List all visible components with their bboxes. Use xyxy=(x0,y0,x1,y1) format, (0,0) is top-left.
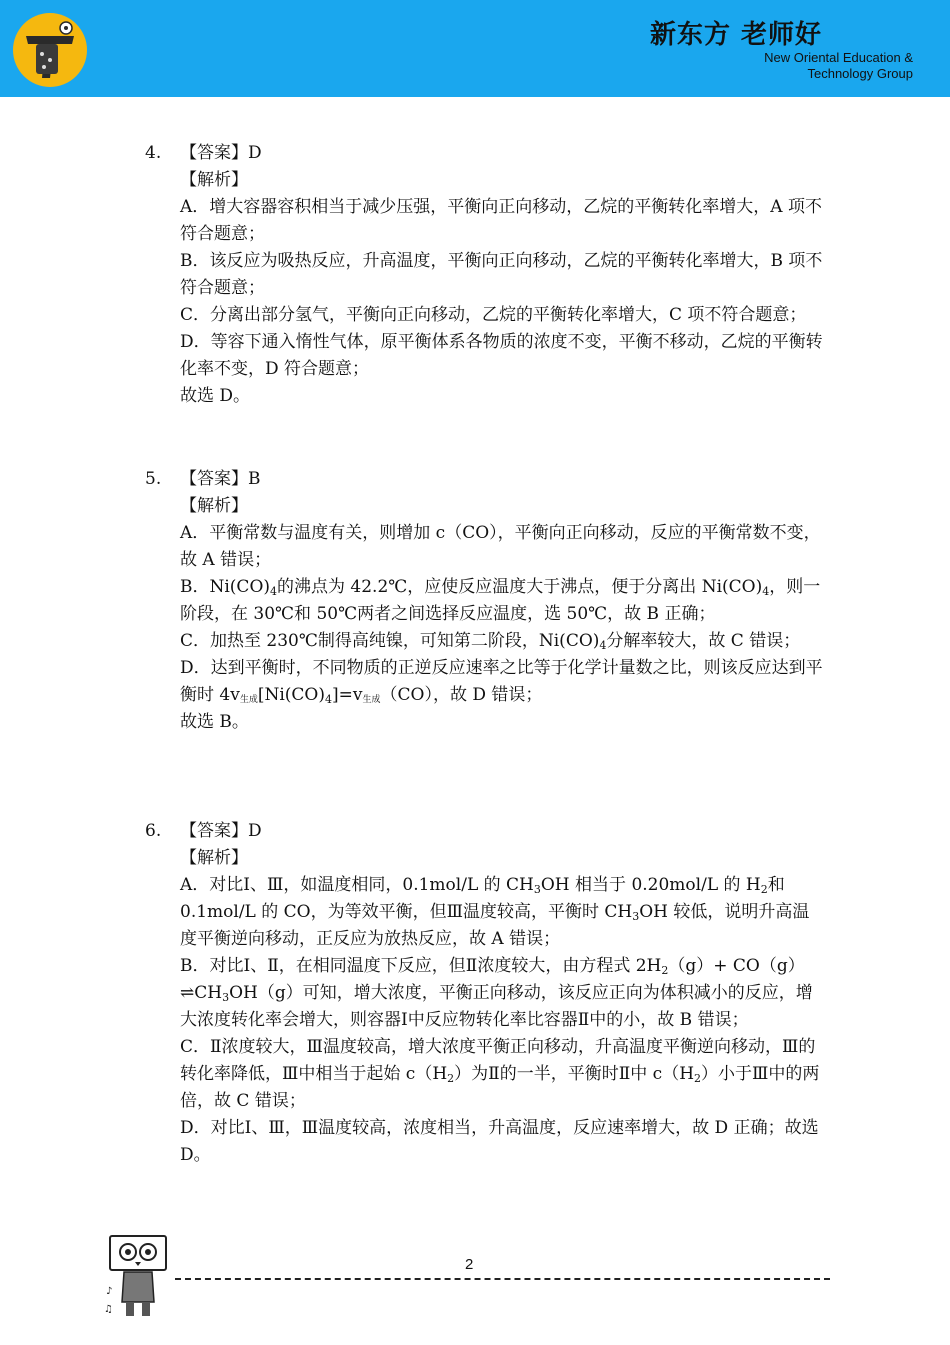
option-d-explanation: D．对比Ⅰ、Ⅲ，Ⅲ温度较高，浓度相当，升高温度，反应速率增大，故 D 正确；故选 D。 xyxy=(180,1118,819,1165)
logo-icon xyxy=(12,12,88,88)
option-c-explanation: C．分离出部分氢气，平衡向正向移动，乙烷的平衡转化率增大，C 项不符合题意； xyxy=(180,305,807,325)
brand-name-en xyxy=(693,50,913,82)
analysis-heading: 【解析】 xyxy=(180,170,248,190)
question-5 xyxy=(145,466,825,736)
brand-name-cn: 新东方 老师好 xyxy=(649,20,822,50)
option-d-explanation: D．达到平衡时，不同物质的正逆反应速率之比等于化学计量数之比，则该反应达到平衡时 $4v_{生成}[Ni(CO)_4]=v_{生成}(CO)$，故 D 错误； xyxy=(180,658,823,706)
option-b-explanation: B．$Ni(CO)_4$的沸点为 42.2℃，应使反应温度大于沸点，便于分离出 $Ni(CO)_4$，则一阶段，在 30℃和 50℃两者之间选择反应温度，选 50℃，故 B 正确； xyxy=(180,577,821,624)
option-a-explanation: A．平衡常数与温度有关，则增加 c（CO），平衡向正向移动，反应的平衡常数不变，故 A 错误； xyxy=(180,523,821,570)
option-b-explanation: B．该反应为吸热反应，升高温度，平衡向正向移动，乙烷的平衡转化率增大，B 项不符合题意； xyxy=(180,251,823,298)
page-header xyxy=(0,0,950,97)
owl-mascot-icon xyxy=(102,1232,174,1322)
brand-en-line1: New Oriental Education & xyxy=(764,50,913,65)
question-6 xyxy=(145,818,825,1169)
answer-line: 【答案】D xyxy=(180,143,262,163)
footer-divider xyxy=(175,1278,830,1280)
svg-text:♪: ♪ xyxy=(106,1286,113,1297)
option-a-explanation: A．增大容器容积相当于减少压强，平衡向正向移动，乙烷的平衡转化率增大，A 项不符合题意； xyxy=(180,197,822,244)
question-number: 4. xyxy=(145,143,162,163)
question-number: 6. xyxy=(145,821,162,841)
analysis-heading: 【解析】 xyxy=(180,848,248,868)
option-b-explanation: B．对比Ⅰ、Ⅱ，在相同温度下反应，但Ⅱ浓度较大，由方程式 $2H_2(g)+$ $CO(g)\rightleftharpoons CH_3OH(g)$可知，增大浓度，平衡正向移动，该反应正向为体积减小的反应，增大浓度转化率会增大，则容器Ⅰ中反应物转化率比容器Ⅱ中的小，故 B 错误； xyxy=(180,956,813,1030)
option-c-explanation: C．Ⅱ浓度较大，Ⅲ温度较高，增大浓度平衡正向移动，升高温度平衡逆向移动，Ⅲ的转化率降低，Ⅲ中相当于起始 $c(H_2)$为Ⅱ的一半，平衡时Ⅱ中 $c(H_2)$小于Ⅲ中的两倍，故 C 错误； xyxy=(180,1037,820,1111)
answer-line: 【答案】D xyxy=(180,821,262,841)
conclusion: 故选 D。 xyxy=(180,386,251,406)
svg-text:♫: ♫ xyxy=(104,1304,113,1315)
question-4 xyxy=(145,140,825,410)
option-d-explanation: D．等容下通入惰性气体，原平衡体系各物质的浓度不变，平衡不移动，乙烷的平衡转化率不变，D 符合题意； xyxy=(180,332,823,379)
analysis-heading: 【解析】 xyxy=(180,496,248,516)
brand-en-line2: Technology Group xyxy=(807,66,913,81)
question-number: 5. xyxy=(145,469,162,489)
option-c-explanation: C．加热至 230℃制得高纯镍，可知第二阶段，$Ni(CO)_4$分解率较大，故 C 错误； xyxy=(180,631,801,652)
conclusion: 故选 B。 xyxy=(180,712,249,732)
page-number: 2 xyxy=(465,1256,474,1273)
answer-line: 【答案】B xyxy=(180,469,261,489)
option-a-explanation: A．对比Ⅰ、Ⅲ，如温度相同，0.1mol/L 的 $CH_3OH$ 相当于 0.20mol/L 的 $H_2$和 0.1mol/L 的 CO，为等效平衡，但Ⅲ温度较高，平衡时 $CH_3OH$ 较低，说明升高温度平衡逆向移动，正反应为放热反应，故 A 错误； xyxy=(180,875,810,949)
